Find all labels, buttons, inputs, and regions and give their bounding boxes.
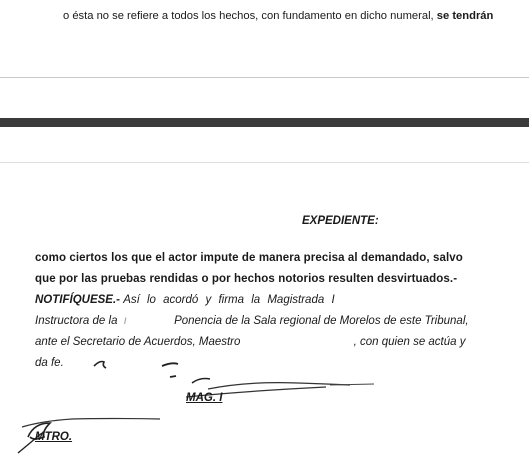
scan-artifact-line xyxy=(0,77,529,78)
paragraph-line-6: da fe. xyxy=(35,357,64,369)
paragraph-line-2: que por las pruebas rendidas o por hechos notorios resulten desvirtuados.- xyxy=(35,273,458,285)
top-text-bold: se tendrán xyxy=(436,10,494,22)
signature-mtro-label: MTRO. xyxy=(35,431,73,443)
signature-mag-label: MAG. I xyxy=(186,392,223,404)
line5-rest: , con quien se actúa y xyxy=(353,336,466,348)
top-text-line xyxy=(63,9,493,23)
document-page xyxy=(0,127,529,471)
line3-trail: I xyxy=(331,294,335,306)
top-text-regular: o ésta no se refiere a todos los hechos, con fundamento en dicho numeral, xyxy=(63,10,437,22)
notifiquese-label: NOTIFÍQUESE.- xyxy=(35,294,120,306)
paragraph-line-1: como ciertos los que el actor impute de manera precisa al demandado, salvo xyxy=(35,252,463,264)
line4-rest: Ponencia de la Sala regional de Morelos de este Tribunal, xyxy=(174,315,469,327)
page-separator xyxy=(0,118,529,127)
previous-page-fragment xyxy=(0,0,529,118)
line4-trail: ı xyxy=(123,315,127,327)
expediente-label: EXPEDIENTE: xyxy=(302,215,379,227)
signature-strokes xyxy=(0,127,529,471)
line5-start: ante el Secretario de Acuerdos, Maestro xyxy=(35,336,241,348)
line4-start: Instructora de la xyxy=(35,315,118,327)
line3-text: Así lo acordó y firma la Magistrada xyxy=(123,294,325,306)
